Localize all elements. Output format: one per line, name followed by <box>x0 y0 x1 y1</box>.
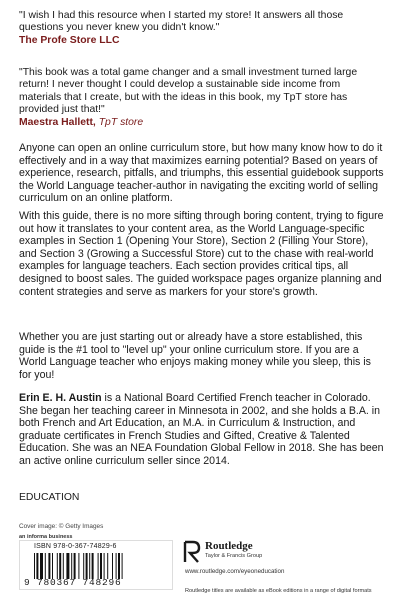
author-bio <box>19 392 384 468</box>
isbn-label: ISBN 978-0-367-74829-6 <box>34 543 117 550</box>
isbn-number: 9 780367 748296 <box>24 577 122 588</box>
author-bio-text: is a National Board Certified French teacher in Colorado. She began her teaching career in Minnesota in 2002, and she holds a B.A. in both French and Art Education, an M.A. in Curriculum & Instruction, and graduate certificates in French Studies and Gifted, Creative & Talented Education. She was an NEA Foundation Global Fellow in 2018. She has been an active online curriculum seller since 2014. <box>19 392 384 467</box>
publisher-subtitle: Taylor & Francis Group <box>205 553 263 559</box>
publisher-name: Routledge <box>205 540 253 552</box>
testimonial-2-attribution: Maestra Hallett, TpT store <box>19 116 144 128</box>
testimonial-2-text: "This book was a total game changer and a small investment turned large return! I never thought I could develop a sustainable side income from materials that I create, but with the ideas in this book, my TpT store has provided just that!" <box>19 67 358 116</box>
testimonial-1-attribution: The Profe Store LLC <box>19 34 120 46</box>
testimonial-2 <box>19 67 384 129</box>
routledge-logo-icon <box>183 540 201 564</box>
isbn-barcode <box>19 540 173 590</box>
testimonial-1 <box>19 10 384 47</box>
testimonial-2-store: TpT store <box>98 116 144 128</box>
informa-tagline: an informa business <box>19 534 73 540</box>
description-paragraph-3: Whether you are just starting out or already have a store established, this guide is the #1 tool to "level up" your online curriculum store. If you are a World Language teacher who enjoys making money while you sleep, this is for you! <box>19 331 371 381</box>
testimonial-1-text: "I wish I had this resource when I started my store! It answers all those questions you never knew you didn't know." <box>19 10 344 34</box>
category-label: EDUCATION <box>19 492 80 503</box>
publisher-url: www.routledge.com/eyeoneducation <box>185 568 285 575</box>
barcode-bars <box>34 553 158 579</box>
description-paragraph-2: With this guide, there is no more sifting through boring content, trying to figure out how it translates to your content area, as the World Language-specific examples in Section 1 (Opening Your Store), Section 2 (Filling Your Store), and Section 3 (Growing a Successful Store) cut to the chase with real-world examples for language teachers. Each section provides critical tips, all designed to boost sales. The guided workspace pages organize planning and content strategies and serve as markers for your store's growth. <box>19 210 384 298</box>
author-name: Erin E. H. Austin <box>19 392 102 404</box>
ebook-note: Routledge titles are available as eBook editions in a range of digital formats <box>185 588 372 594</box>
cover-credit: Cover image: © Getty Images <box>19 523 104 530</box>
description-paragraph-1: Anyone can open an online curriculum store, but how many know how to do it effectively and in a way that maximizes earning potential? Based on years of experience, research, pitfalls, and triumphs, this essential guidebook supports the World Language teacher-author in navigating the exciting world of selling curriculum on an online platform. <box>19 142 384 205</box>
